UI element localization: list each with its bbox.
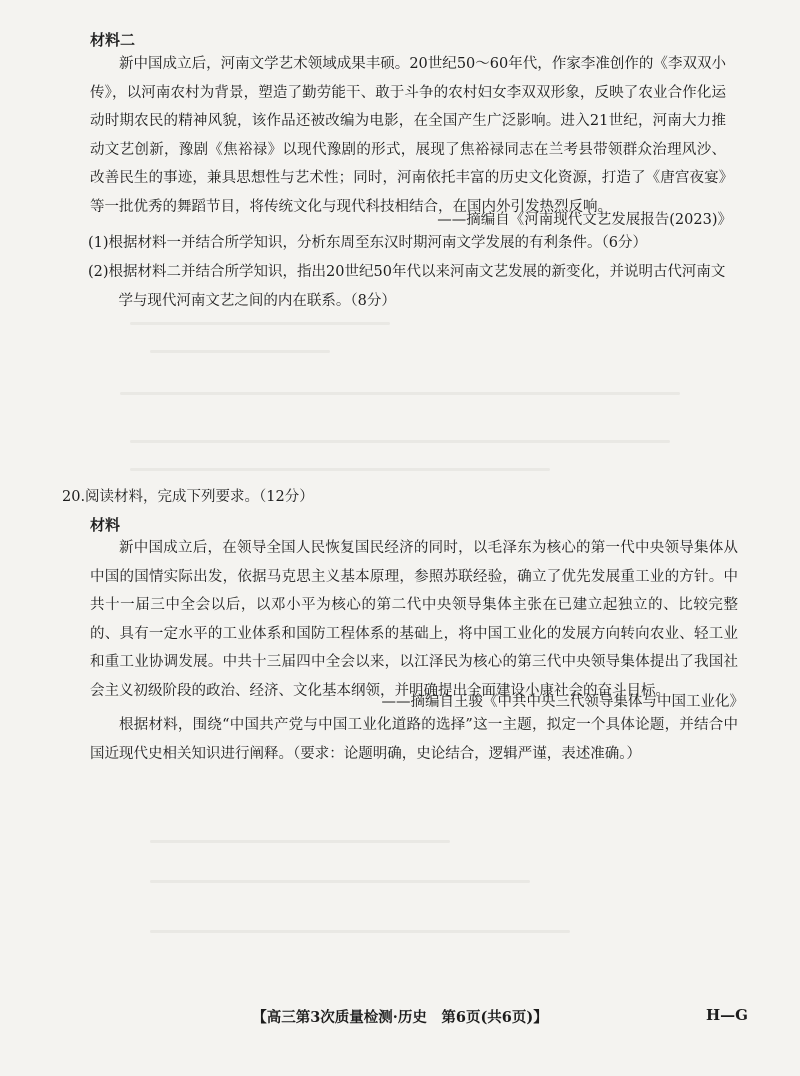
question20-source: ——摘编自王骏《中共中央三代领导集体与中国工业化》 bbox=[381, 694, 744, 710]
bleed-through-mark bbox=[150, 930, 570, 933]
page-footer: 【高三第3次质量检测·历史 第6页(共6页)】 bbox=[252, 1009, 548, 1026]
bleed-through-mark bbox=[130, 468, 550, 471]
question20-task: 根据材料，围绕“中国共产党与中国工业化道路的选择”这一主题，拟定一个具体论题，并结合中国近现代史相关知识进行阐释。（要求：论题明确，史论结合，逻辑严谨，表述准确。） bbox=[90, 717, 738, 762]
bleed-through-mark bbox=[150, 880, 530, 883]
bleed-through-mark bbox=[130, 322, 390, 325]
question20-paragraph: 新中国成立后，在领导全国人民恢复国民经济的同时，以毛泽东为核心的第一代中央领导集体从中国的国情实际出发，依据马克思主义基本原理，参照苏联经验，确立了优先发展重工业的方针。中共十一届三中全会以后，以邓小平为核心的第二代中央领导集体主张在已建立起独立的、比较完整的、具有一定水平的工业体系和国防工程体系的基础上，将中国工业化的发展方向转向农业、轻工业和重工业协调发展。中共十三届四中全会以来，以江泽民为核心的第三代中央领导集体提出了我国社会主义初级阶段的政治、经济、文化基本纲领，并明确提出全面建设小康社会的奋斗目标。 bbox=[90, 540, 738, 699]
question20-material-label: 材料 bbox=[90, 516, 121, 534]
material2-source: ——摘编自《河南现代文艺发展报告(2023)》 bbox=[437, 212, 732, 228]
bleed-through-mark bbox=[150, 840, 450, 843]
paper-code: H—G bbox=[706, 1006, 748, 1024]
material2-paragraph: 新中国成立后，河南文学艺术领域成果丰硕。20世纪50～60年代，作家李准创作的《李双双小传》，以河南农村为背景，塑造了勤劳能干、敢于斗争的农村妇女李双双形象，反映了农业合作化运动时期农民的精神风貌，该作品还被改编为电影，在全国产生广泛影响。进入21世纪，河南大力推动文艺创新，豫剧《焦裕禄》以现代豫剧的形式，展现了焦裕禄同志在兰考县带领群众治理风沙、改善民生的事迹，兼具思想性与艺术性；同时，河南依托丰富的历史文化资源，打造了《唐宫夜宴》等一批优秀的舞蹈节目，将传统文化与现代科技相结合，在国内外引发热烈反响。 bbox=[90, 56, 726, 215]
bleed-through-mark bbox=[120, 392, 680, 395]
bleed-through-mark bbox=[130, 440, 670, 443]
question20-title: 20.阅读材料，完成下列要求。（12分） bbox=[62, 489, 314, 505]
subquestion-1: (1)根据材料一并结合所学知识，分析东周至东汉时期河南文学发展的有利条件。（6分） bbox=[88, 235, 648, 251]
material2-label: 材料二 bbox=[90, 31, 136, 49]
bleed-through-mark bbox=[150, 350, 330, 353]
subquestion-2: (2)根据材料二并结合所学知识，指出20世纪50年代以来河南文艺发展的新变化，并说明古代河南文学与现代河南文艺之间的内在联系。（8分） bbox=[88, 264, 726, 309]
